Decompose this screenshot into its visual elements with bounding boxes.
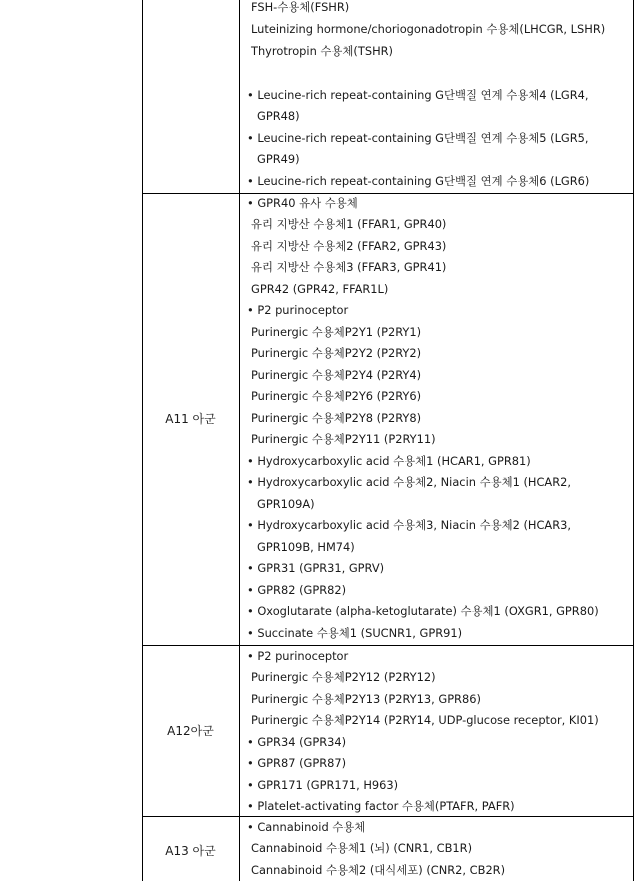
list-item: GPR109B, HM74) xyxy=(257,540,355,554)
list-item: 유리 지방산 수용체2 (FFAR2, GPR43) xyxy=(251,239,447,253)
table-column-divider xyxy=(239,0,240,881)
bullet-item: • GPR31 (GPR31, GPRV) xyxy=(247,561,384,576)
list-item: Purinergic 수용체P2Y6 (P2RY6) xyxy=(251,389,422,403)
list-item: GPR49) xyxy=(257,152,300,166)
list-item: FSH-수용체(FSHR) xyxy=(251,0,350,14)
list-item: Purinergic 수용체P2Y4 (P2RY4) xyxy=(251,368,422,382)
row-divider-top-a11 xyxy=(142,193,634,194)
row-divider-a11-a12 xyxy=(142,645,634,646)
list-item: GPR48) xyxy=(257,109,300,123)
bullet-item: • Oxoglutarate (alpha-ketoglutarate) 수용체1 (OXGR1, GPR80) xyxy=(247,604,599,619)
subgroup-label-a11: A11 아군 xyxy=(165,412,216,426)
list-item: Thyrotropin 수용체(TSHR) xyxy=(251,44,393,58)
bullet-item: • Platelet-activating factor 수용체(PTAFR, PAFR) xyxy=(247,799,515,814)
list-item: Purinergic 수용체P2Y11 (P2RY11) xyxy=(251,432,436,446)
bullet-item: • P2 purinoceptor xyxy=(247,649,348,664)
list-item: Luteinizing hormone/choriogonadotropin 수용체(LHCGR, LSHR) xyxy=(251,22,606,36)
list-item: 유리 지방산 수용체3 (FFAR3, GPR41) xyxy=(251,260,447,274)
bullet-item: • Cannabinoid 수용체 xyxy=(247,820,365,835)
table-right-border xyxy=(633,0,634,881)
bullet-item: • GPR40 유사 수용체 xyxy=(247,196,358,211)
list-item: Purinergic 수용체P2Y14 (P2RY14, UDP-glucose receptor, KI01) xyxy=(251,713,599,727)
bullet-item: • P2 purinoceptor xyxy=(247,303,348,318)
bullet-item: • Leucine-rich repeat-containing G단백질 연계 수용체4 (LGR4, xyxy=(247,88,589,103)
list-item: Purinergic 수용체P2Y8 (P2RY8) xyxy=(251,411,422,425)
bullet-item: • GPR87 (GPR87) xyxy=(247,756,346,771)
subgroup-label-a13: A13 아군 xyxy=(165,844,216,858)
list-item: Purinergic 수용체P2Y13 (P2RY13, GPR86) xyxy=(251,692,481,706)
list-item: Cannabinoid 수용체1 (뇌) (CNR1, CB1R) xyxy=(251,841,473,855)
bullet-item: • Hydroxycarboxylic acid 수용체3, Niacin 수용체2 (HCAR3, xyxy=(247,518,571,533)
list-item: Purinergic 수용체P2Y12 (P2RY12) xyxy=(251,670,436,684)
bullet-item: • Leucine-rich repeat-containing G단백질 연계 수용체5 (LGR5, xyxy=(247,131,589,146)
list-item: Purinergic 수용체P2Y1 (P2RY1) xyxy=(251,325,422,339)
bullet-item: • GPR82 (GPR82) xyxy=(247,583,346,598)
bullet-item: • Leucine-rich repeat-containing G단백질 연계 수용체6 (LGR6) xyxy=(247,174,589,189)
list-item: GPR42 (GPR42, FFAR1L) xyxy=(251,282,389,296)
row-divider-a12-a13 xyxy=(142,816,634,817)
subgroup-label-a12: A12아군 xyxy=(167,724,214,738)
bullet-item: • GPR34 (GPR34) xyxy=(247,735,346,750)
list-item: GPR109A) xyxy=(257,497,315,511)
bullet-item: • Succinate 수용체1 (SUCNR1, GPR91) xyxy=(247,626,462,641)
bullet-item: • Hydroxycarboxylic acid 수용체1 (HCAR1, GPR81) xyxy=(247,454,531,469)
list-item: Cannabinoid 수용체2 (대식세포) (CNR2, CB2R) xyxy=(251,863,506,877)
bullet-item: • GPR171 (GPR171, H963) xyxy=(247,778,398,793)
list-item: Purinergic 수용체P2Y2 (P2RY2) xyxy=(251,346,422,360)
bullet-item: • Hydroxycarboxylic acid 수용체2, Niacin 수용체1 (HCAR2, xyxy=(247,475,571,490)
table-left-border xyxy=(142,0,143,881)
list-item: 유리 지방산 수용체1 (FFAR1, GPR40) xyxy=(251,217,447,231)
